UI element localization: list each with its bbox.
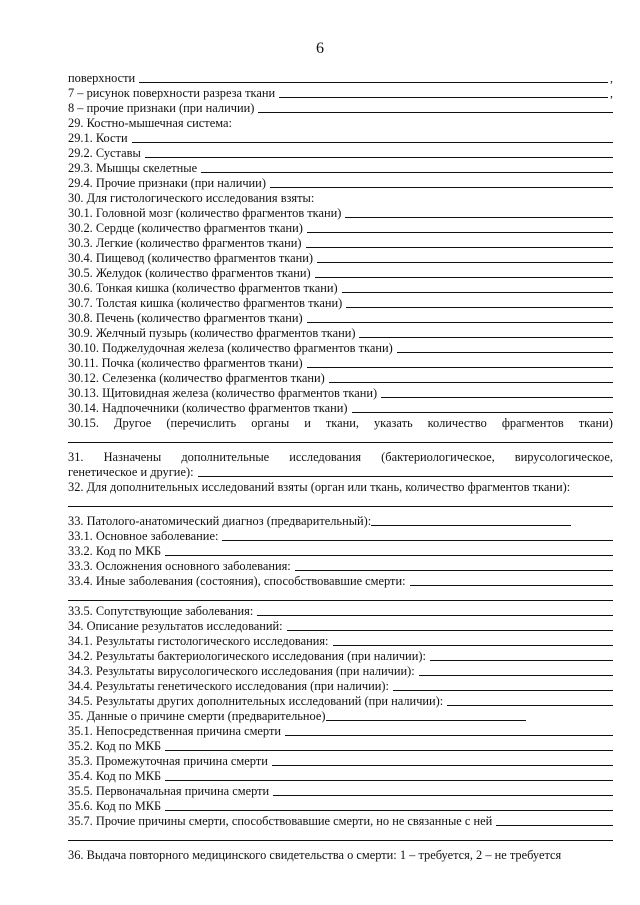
- answer-line[interactable]: [496, 824, 613, 826]
- form-line-label: 34.5. Результаты других дополнительных исследований (при наличии):: [68, 694, 444, 708]
- answer-line[interactable]: [345, 216, 613, 218]
- form-body: [68, 70, 613, 862]
- form-line-label: 30.12. Селезенка (количество фрагментов ткани): [68, 371, 325, 385]
- answer-line[interactable]: [307, 321, 613, 323]
- form-line-label: 33.5. Сопутствующие заболевания:: [68, 604, 254, 618]
- form-line-l30-10: [68, 340, 613, 355]
- form-line-label: 34. Описание результатов исследований:: [68, 619, 283, 633]
- form-line-l35-5: [68, 783, 613, 798]
- answer-line[interactable]: [68, 494, 613, 509]
- form-line-label: 29.1. Кости: [68, 131, 128, 145]
- form-line-l35-7: [68, 813, 613, 828]
- form-section-diagnosis: [68, 513, 613, 588]
- answer-line[interactable]: [258, 111, 613, 113]
- form-line-label: 33.3. Осложнения основного заболевания:: [68, 559, 291, 573]
- form-line-label: 7 – рисунок поверхности разреза ткани: [68, 86, 276, 100]
- form-line-label: 34.1. Результаты гистологического исследования:: [68, 634, 329, 648]
- form-line-l35-6: [68, 798, 613, 813]
- form-line-l33-3: [68, 558, 613, 573]
- form-word: Другое: [114, 416, 152, 430]
- form-word: и: [304, 416, 311, 430]
- form-line-l33-1: [68, 528, 613, 543]
- form-line-32: [68, 479, 613, 494]
- form-line-label: 34.2. Результаты бактериологического исследования (при наличии):: [68, 649, 426, 663]
- answer-line[interactable]: [346, 306, 613, 308]
- answer-line[interactable]: [315, 276, 613, 278]
- form-word: ткани,: [325, 416, 359, 430]
- answer-line[interactable]: [132, 141, 613, 143]
- form-section-results: [68, 603, 613, 828]
- form-line-l34-5: [68, 693, 613, 708]
- line-tail-mark: ,: [610, 86, 613, 100]
- form-line-l30: [68, 190, 613, 205]
- form-line-label: 30.2. Сердце (количество фрагментов ткани): [68, 221, 303, 235]
- form-line-l34: [68, 618, 613, 633]
- form-word: Назначены: [103, 450, 162, 464]
- answer-line[interactable]: [272, 764, 613, 766]
- answer-line[interactable]: [333, 644, 613, 646]
- form-line-l30-6: [68, 280, 613, 295]
- answer-line[interactable]: [257, 614, 613, 616]
- form-word: количество: [427, 416, 487, 430]
- form-line-label: 30.7. Толстая кишка (количество фрагментов ткани): [68, 296, 343, 310]
- form-line-l33-2: [68, 543, 613, 558]
- form-line-l30-7: [68, 295, 613, 310]
- form-word: (бактериологическое,: [381, 450, 495, 464]
- form-line-label: генетическое и другие):: [68, 465, 194, 479]
- form-line-label: 30.5. Желудок (количество фрагментов ткани): [68, 266, 311, 280]
- form-line-l30-9: [68, 325, 613, 340]
- form-line-label: 29.4. Прочие признаки (при наличии): [68, 176, 266, 190]
- answer-line[interactable]: [430, 659, 613, 661]
- form-line-label: поверхности: [68, 71, 136, 85]
- form-line-l30-11: [68, 355, 613, 370]
- form-line-label: 30.14. Надпочечники (количество фрагментов ткани): [68, 401, 348, 415]
- form-line-l33: [68, 513, 613, 528]
- answer-line[interactable]: [68, 430, 613, 445]
- form-line-l35: [68, 708, 613, 723]
- form-line-l29-4: [68, 175, 613, 190]
- form-line-l29: [68, 115, 613, 130]
- form-word: исследования: [289, 450, 362, 464]
- form-line-l30-13: [68, 385, 613, 400]
- answer-line[interactable]: [279, 96, 608, 98]
- form-line-l35-1: [68, 723, 613, 738]
- form-line-label: 34.4. Результаты генетического исследования (при наличии):: [68, 679, 389, 693]
- form-line-label: 30. Для гистологического исследования взяты:: [68, 191, 315, 205]
- answer-line[interactable]: [307, 366, 613, 368]
- form-line-l34-2: [68, 648, 613, 663]
- answer-line[interactable]: [145, 156, 613, 158]
- form-line-label: 35.4. Код по МКБ: [68, 769, 162, 783]
- form-line-label: 30.10. Поджелудочная железа (количество фрагментов ткани): [68, 341, 393, 355]
- answer-line[interactable]: [359, 336, 613, 338]
- form-line-l34-3: [68, 663, 613, 678]
- form-word: 31.: [68, 450, 84, 464]
- answer-line[interactable]: [329, 381, 613, 383]
- answer-line[interactable]: [371, 524, 571, 526]
- form-word: указать: [373, 416, 413, 430]
- form-line-36: [68, 847, 613, 862]
- answer-line[interactable]: [285, 734, 613, 736]
- form-line-label: 35.6. Код по МКБ: [68, 799, 162, 813]
- answer-line[interactable]: [139, 81, 608, 83]
- form-line-label: 30.6. Тонкая кишка (количество фрагментов ткани): [68, 281, 338, 295]
- form-section-top: [68, 70, 613, 415]
- answer-line[interactable]: [381, 396, 613, 398]
- form-line-label: 35.3. Промежуточная причина смерти: [68, 754, 268, 768]
- answer-line[interactable]: [410, 584, 613, 586]
- form-word: вирусологическое,: [514, 450, 613, 464]
- form-line-label: 35.5. Первоначальная причина смерти: [68, 784, 270, 798]
- answer-line[interactable]: [419, 674, 613, 676]
- form-word: фрагментов: [501, 416, 564, 430]
- form-line-31: [68, 449, 613, 464]
- form-line-l33-5: [68, 603, 613, 618]
- page-number: 6: [316, 40, 324, 57]
- form-word: ткани): [578, 416, 613, 430]
- form-line-l35-2: [68, 738, 613, 753]
- answer-line[interactable]: [68, 828, 613, 843]
- form-line-label: 32. Для дополнительных исследований взяты (орган или ткань, количество фрагментов ткани):: [68, 480, 571, 494]
- form-line-label: 33. Патолого-анатомический диагноз (предварительный):: [68, 514, 372, 528]
- form-line-l30-3: [68, 235, 613, 250]
- form-line-l29-3: [68, 160, 613, 175]
- form-line-label: 30.4. Пищевод (количество фрагментов ткани): [68, 251, 314, 265]
- form-line-l34-1: [68, 633, 613, 648]
- answer-line[interactable]: [165, 749, 613, 751]
- form-line-l30-2: [68, 220, 613, 235]
- line-tail-mark: ,: [610, 71, 613, 85]
- form-line-l7: [68, 85, 613, 100]
- form-line-label: 30.1. Головной мозг (количество фрагментов ткани): [68, 206, 342, 220]
- form-word: дополнительные: [181, 450, 270, 464]
- answer-line[interactable]: [326, 719, 526, 721]
- form-line-label: 29. Костно-мышечная система:: [68, 116, 232, 130]
- answer-line[interactable]: [201, 171, 613, 173]
- form-line-label: 35.1. Непосредственная причина смерти: [68, 724, 282, 738]
- answer-line[interactable]: [306, 246, 613, 248]
- form-line-label: 35.2. Код по МКБ: [68, 739, 162, 753]
- answer-line[interactable]: [317, 261, 613, 263]
- form-line-l30-1: [68, 205, 613, 220]
- form-line-label: 29.3. Мышцы скелетные: [68, 161, 198, 175]
- form-line-l33-4: [68, 573, 613, 588]
- form-line-l29-1: [68, 130, 613, 145]
- form-line-l30-8: [68, 310, 613, 325]
- form-line-label: 29.2. Суставы: [68, 146, 141, 160]
- form-line-l30-14: [68, 400, 613, 415]
- answer-line[interactable]: [165, 779, 613, 781]
- answer-line[interactable]: [270, 186, 613, 188]
- form-line-label: 33.2. Код по МКБ: [68, 544, 162, 558]
- form-word: органы: [251, 416, 290, 430]
- form-line-label: 30.13. Щитовидная железа (количество фрагментов ткани): [68, 386, 378, 400]
- form-line-label: 30.8. Печень (количество фрагментов ткани): [68, 311, 303, 325]
- form-line-label: 36. Выдача повторного медицинского свидетельства о смерти: 1 – требуется, 2 – не требуется: [68, 848, 562, 862]
- answer-line[interactable]: [397, 351, 613, 353]
- form-line-l30-4: [68, 250, 613, 265]
- answer-line[interactable]: [198, 475, 613, 477]
- form-line-label: 30.11. Почка (количество фрагментов ткани): [68, 356, 303, 370]
- answer-line[interactable]: [352, 411, 613, 413]
- form-line-surface: [68, 70, 613, 85]
- form-line-label: 35. Данные о причине смерти (предварительное): [68, 709, 326, 723]
- form-line-l35-4: [68, 768, 613, 783]
- form-line-30-15: [68, 415, 613, 430]
- answer-line[interactable]: [222, 539, 613, 541]
- answer-line[interactable]: [393, 689, 613, 691]
- form-line-label: 33.4. Иные заболевания (состояния), способствовавшие смерти:: [68, 574, 406, 588]
- answer-line[interactable]: [165, 554, 613, 556]
- form-line-label: 8 – прочие признаки (при наличии): [68, 101, 255, 115]
- form-line-label: 30.9. Желчный пузырь (количество фрагментов ткани): [68, 326, 356, 340]
- answer-line[interactable]: [447, 704, 613, 706]
- answer-line[interactable]: [295, 569, 613, 571]
- form-line-label: 30.3. Легкие (количество фрагментов ткани): [68, 236, 302, 250]
- answer-line[interactable]: [68, 588, 613, 603]
- form-line-label: 34.3. Результаты вирусологического исследования (при наличии):: [68, 664, 415, 678]
- answer-line[interactable]: [307, 231, 613, 233]
- answer-line[interactable]: [287, 629, 613, 631]
- form-word: 30.15.: [68, 416, 99, 430]
- form-line-l29-2: [68, 145, 613, 160]
- form-line-l34-4: [68, 678, 613, 693]
- answer-line[interactable]: [165, 809, 613, 811]
- form-line-label: 35.7. Прочие причины смерти, способствовавшие смерти, но не связанные с ней: [68, 814, 493, 828]
- form-line-l35-3: [68, 753, 613, 768]
- form-line-l8: [68, 100, 613, 115]
- form-word: (перечислить: [166, 416, 237, 430]
- form-line-l30-12: [68, 370, 613, 385]
- answer-line[interactable]: [342, 291, 613, 293]
- form-line-l30-5: [68, 265, 613, 280]
- answer-line[interactable]: [273, 794, 613, 796]
- form-line-label: 33.1. Основное заболевание:: [68, 529, 219, 543]
- form-line-31-cont: [68, 464, 613, 479]
